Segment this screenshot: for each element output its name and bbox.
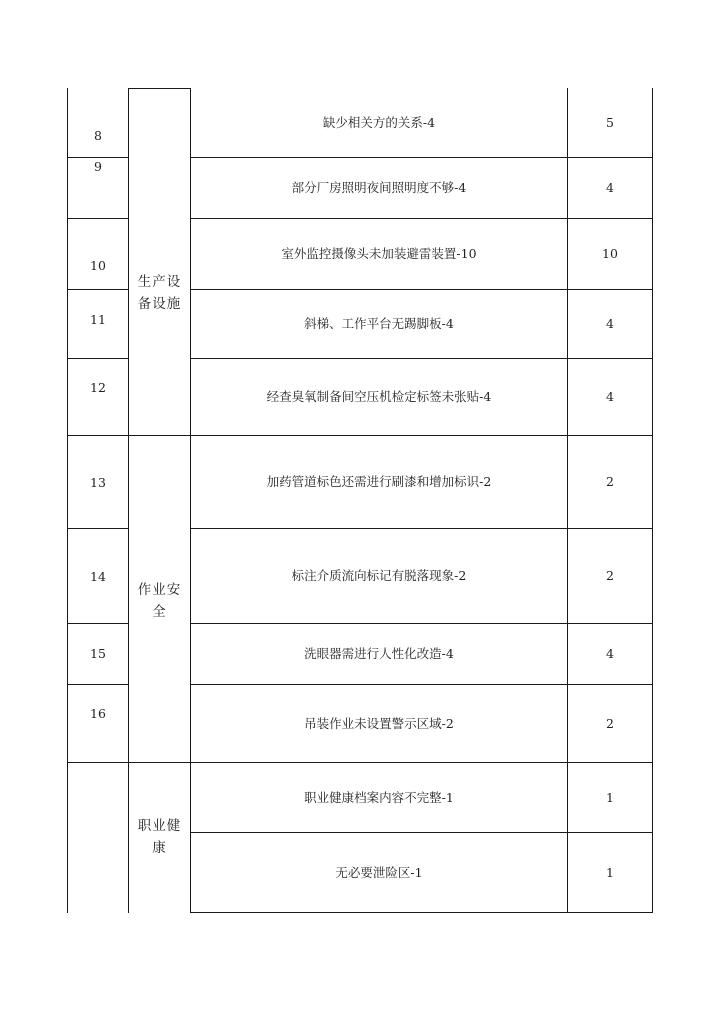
row-divider bbox=[190, 912, 653, 913]
row-divider bbox=[67, 623, 129, 624]
item-score: 5 bbox=[606, 114, 614, 130]
category-production-facilities bbox=[129, 218, 190, 368]
row-number: 12 bbox=[90, 380, 106, 395]
category-label-line: 职业健 bbox=[137, 818, 182, 834]
row-number: 14 bbox=[90, 569, 106, 584]
item-score: 1 bbox=[606, 789, 614, 805]
row-divider bbox=[67, 528, 129, 529]
item-score: 4 bbox=[606, 646, 614, 661]
item-score: 10 bbox=[602, 246, 618, 261]
category-label-line: 生产设 bbox=[137, 274, 182, 290]
item-description: 经查臭氧制备间空压机检定标签未张贴-4 bbox=[266, 389, 492, 404]
item-description: 加药管道标色还需进行刷漆和增加标识-2 bbox=[266, 474, 492, 489]
row-number: 16 bbox=[90, 706, 106, 721]
item-score: 4 bbox=[606, 180, 614, 195]
item-description: 室外监控摄像头未加装避雷装置-10 bbox=[281, 246, 477, 261]
item-score: 2 bbox=[606, 474, 614, 489]
row-divider bbox=[67, 358, 129, 359]
category-label-line: 全 bbox=[152, 604, 167, 620]
category-label-line: 康 bbox=[152, 840, 167, 856]
category-operation-safety bbox=[129, 536, 190, 666]
item-description: 缺少相关方的关系-4 bbox=[322, 114, 436, 130]
table-border-left bbox=[67, 88, 68, 913]
item-description: 无必要泄险区-1 bbox=[335, 864, 423, 880]
row-number: 15 bbox=[90, 646, 106, 661]
row-number: 8 bbox=[94, 128, 102, 143]
category-label-line: 备设施 bbox=[137, 296, 182, 312]
row-number: 10 bbox=[90, 258, 106, 273]
item-score: 4 bbox=[606, 389, 614, 404]
row-number: 11 bbox=[90, 312, 106, 327]
category-label-line: 作业安 bbox=[137, 582, 182, 598]
item-description: 部分厂房照明夜间照明度不够-4 bbox=[291, 180, 467, 195]
item-description: 标注介质流向标记有脱落现象-2 bbox=[291, 568, 467, 583]
item-description: 职业健康档案内容不完整-1 bbox=[304, 789, 454, 805]
row-divider bbox=[128, 88, 191, 89]
row-divider bbox=[67, 218, 129, 219]
item-score: 4 bbox=[606, 316, 614, 331]
item-score: 2 bbox=[606, 715, 614, 731]
table-border-col1 bbox=[128, 88, 129, 913]
table-border-right bbox=[652, 88, 653, 913]
row-divider bbox=[67, 684, 129, 685]
item-description: 洗眼器需进行人性化改造-4 bbox=[304, 646, 454, 661]
category-occupational-health bbox=[129, 800, 190, 874]
item-score: 1 bbox=[606, 864, 614, 880]
row-number: 9 bbox=[94, 159, 102, 174]
row-divider bbox=[67, 289, 129, 290]
item-description: 斜梯、工作平台无踢脚板-4 bbox=[304, 316, 454, 331]
item-score: 2 bbox=[606, 568, 614, 583]
row-number: 13 bbox=[90, 475, 106, 490]
item-description: 吊装作业未设置警示区域-2 bbox=[304, 715, 454, 731]
